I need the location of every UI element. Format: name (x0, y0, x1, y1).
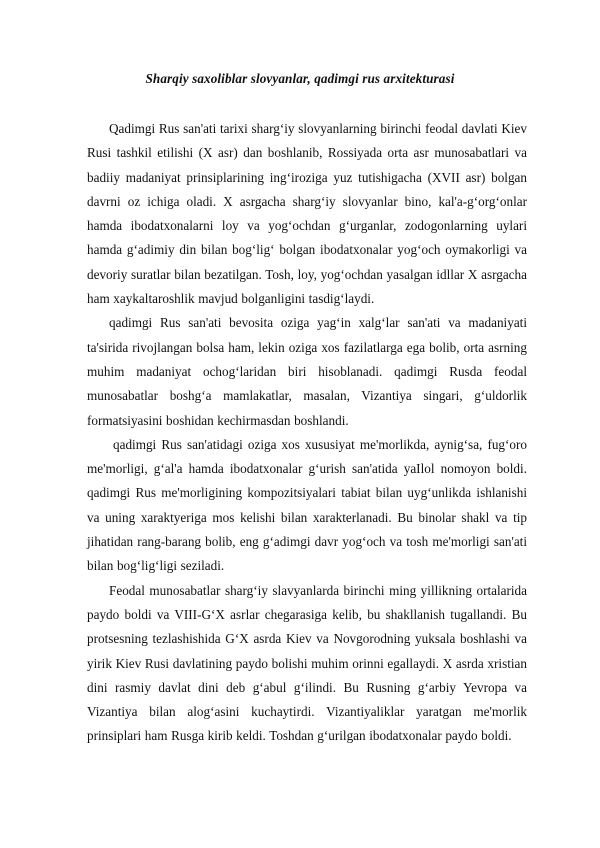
paragraph-3: qadimgi Rus san'atidagi oziga xos xususiyat me'morlikda, aynig‘sa, fug‘oro me'morligi, g‘al'a hamda ibodatxonalar g‘urish san'atida yaIlol nomoyon boldi. qadimgi Rus me'morligining kompozitsiyalari tabiat bilan uyg‘unlikda ishlanishi va uning xaraktyeriga mos kelishi bilan xarakterlanadi. Bu binolar shakl va tip jihatidan rang-barang bolib, eng g‘adimgi davr yog‘och va tosh me'morligi san'ati bilan bog‘lig‘ligi seziladi. (87, 436, 527, 574)
paragraph-2: qadimgi Rus san'ati bevosita oziga yag‘in xalg‘lar san'ati va madaniyati ta'sirida rivojlangan bolsa ham, lekin oziga xos fazilatlarga ega bolib, orta asrning muhim madaniyat ochog‘laridan biri hisoblanadi. qadimgi Rusda feodal munosabatlar boshg‘a mamlakatlar, masalan, Vizantiya singari, g‘uldorlik formatsiyasini boshidan kechirmasdan boshlandi. (87, 315, 527, 428)
page-title: Sharqiy saxoliblar slovyanlar, qadimgi rus arxitekturasi (145, 71, 455, 86)
paragraph-4: Feodal munosabatlar sharg‘iy slavyanlarda birinchi ming yillikning ortalarida paydo boldi va VIII-G‘X asrlar chegarasiga kelib, bu shakllanish tugallandi. Bu protsesning tezlashishida G‘X asrda Kiev va Novgorodning yuksala boshlashi va yirik Kiev Rusi davlatining paydo bolishi muhim orinni egallaydi. X asrda xristian dini rasmiy davlat dini deb g‘abul g‘ilindi. Bu Rusning g‘arbiy Yevropa va Vizantiya bilan alog‘asini kuchaytirdi. Vizantiyaliklar yaratgan me'morlik prinsiplari ham Rusga kirib keldi. Toshdan g‘urilgan ibodatxonalar paydo boldi. (87, 582, 527, 744)
document-body (87, 117, 527, 749)
paragraph-1: Qadimgi Rus san'ati tarixi sharg‘iy slovyanlarning birinchi feodal davlati Kiev Rusi tashkil etilishi (X asr) dan boshlanib, Rossiyada orta asr munosabatlari va badiiy madaniyat prinsiplarining ing‘iroziga yuz tutishigacha (XVII asr) bolgan davrni oz ichiga oladi. X asrgacha sharg‘iy slovyanlar bino, kal'a-g‘org‘onlar hamda ibodatxonalarni loy va yog‘ochdan g‘urganlar, zodogonlarning uylari hamda g‘adimiy din bilan bog‘lig‘ bolgan ibodatxonalar yog‘och oymakorligi va devoriy suratlar bilan bezatilgan. Tosh, loy, yog‘ochdan yasalgan idllar X asrgacha ham xaykaltaroshlik mavjud bolganligini tasdig‘laydi. (87, 121, 527, 307)
